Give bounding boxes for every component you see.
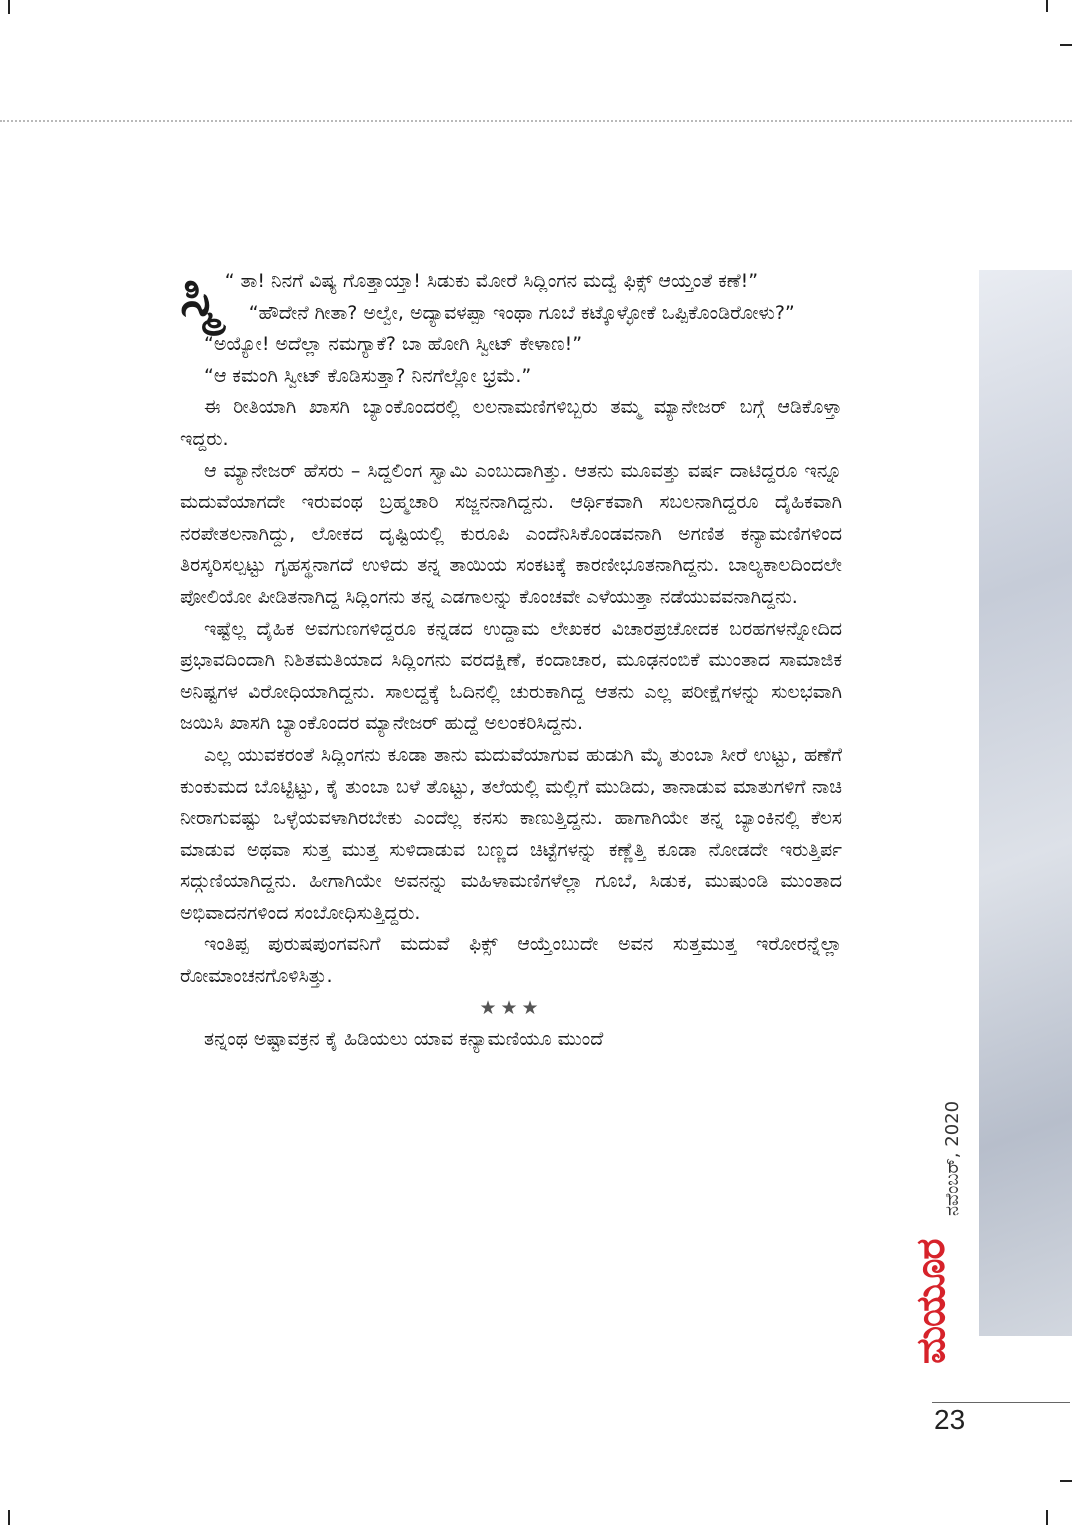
paragraph-9: ಇಂತಿಪ್ಪ ಪುರುಷಪುಂಗವನಿಗೆ ಮದುವೆ ಫಿಕ್ಸ್ ಆಯ್ತೆಂಬುದೇ ಅವನ ಸುತ್ತಮುತ್ತ ಇರೋರನ್ನೆಲ್ಲಾ ರೋಮಾಂಚನಗೊಳಿಸಿತ್ತು.	[180, 933, 842, 988]
paragraph-2: “ಹೌದೇನೆ ಗೀತಾ? ಅಲ್ವೇ, ಅದ್ಯಾವಳಪ್ಪಾ ಇಂಥಾ ಗೂಬೆ ಕಟ್ಕೊಳ್ಳೋಕೆ ಒಪ್ಪಿಕೊಂಡಿರೋಳು?”	[248, 301, 795, 324]
paragraph-7: ಇಷ್ಟೆಲ್ಲ ದೈಹಿಕ ಅವಗುಣಗಳಿದ್ದರೂ ಕನ್ನಡದ ಉದ್ದಾಮ ಲೇಖಕರ ವಿಚಾರಪ್ರಚೋದಕ ಬರಹಗಳನ್ನೋದಿದ ಪ್ರಭಾವದಿಂದಾಗಿ ನಿಶಿತಮತಿಯಾದ ಸಿದ್ಲಿಂಗನು ವರದಕ್ಷಿಣೆ, ಕಂದಾಚಾರ, ಮೂಢನಂಬಿಕೆ ಮುಂತಾದ ಸಾಮಾಜಿಕ ಅನಿಷ್ಟಗಳ ವಿರೋಧಿಯಾಗಿದ್ದನು. ಸಾಲದ್ದಕ್ಕೆ ಓದಿನಲ್ಲಿ ಚುರುಕಾಗಿದ್ದ ಆತನು ಎಲ್ಲ ಪರೀಕ್ಷೆಗಳನ್ನು ಸುಲಭವಾಗಿ ಜಯಿಸಿ ಖಾಸಗಿ ಬ್ಯಾಂಕೊಂದರ ಮ್ಯಾನೇಜರ್ ಹುದ್ದೆ ಅಲಂಕರಿಸಿದ್ದನು.	[180, 617, 842, 735]
article-body	[180, 261, 842, 1056]
paragraph-1: ಸ್ಮಿ “ ತಾ! ನಿನಗೆ ವಿಷ್ಯ ಗೊತ್ತಾಯ್ತಾ! ಸಿಡುಕು ಮೋರೆ ಸಿದ್ಲಿಂಗನ ಮದ್ವೆ ಫಿಕ್ಸ್ ಆಯ್ತಂತೆ ಕಣೆ!”	[180, 261, 759, 329]
paragraph-3: “ಅಯ್ಯೋ! ಅದೆಲ್ಲಾ ನಮಗ್ಯಾಕೆ? ಬಾ ಹೋಗಿ ಸ್ವೀಟ್ ಕೇಳಾಣ!”	[204, 333, 583, 356]
footer-rule	[932, 1402, 1070, 1403]
crop-mark-top-left	[8, 0, 10, 14]
issue-date: ನವೆಂಬರ್, 2020	[942, 1100, 963, 1216]
page-number: 23	[934, 1404, 966, 1435]
drop-cap: ಸ್ಮಿ	[180, 261, 219, 329]
dotted-divider	[0, 120, 1072, 122]
paragraph-6: ಆ ಮ್ಯಾನೇಜರ್ ಹೆಸರು – ಸಿದ್ದಲಿಂಗ ಸ್ವಾಮಿ ಎಂಬುದಾಗಿತ್ತು. ಆತನು ಮೂವತ್ತು ವರ್ಷ ದಾಟಿದ್ದರೂ ಇನ್ನೂ ಮದುವೆಯಾಗದೇ ಇರುವಂಥ ಬ್ರಹ್ಮಚಾರಿ ಸಜ್ಜನನಾಗಿದ್ದನು. ಆರ್ಥಿಕವಾಗಿ ಸಬಲನಾಗಿದ್ದರೂ ದೈಹಿಕವಾಗಿ ನರಪೇತಲನಾಗಿದ್ದು, ಲೋಕದ ದೃಷ್ಟಿಯಲ್ಲಿ ಕುರೂಪಿ ಎಂದೆನಿಸಿಕೊಂಡವನಾಗಿ ಅಗಣಿತ ಕನ್ಯಾಮಣಿಗಳಿಂದ ತಿರಸ್ಕರಿಸಲ್ಪಟ್ಟು ಗೃಹಸ್ಥನಾಗದೆ ಉಳಿದು ತನ್ನ ತಾಯಿಯ ಸಂಕಟಕ್ಕೆ ಕಾರಣೀಭೂತನಾಗಿದ್ದನು. ಬಾಲ್ಯಕಾಲದಿಂದಲೇ ಪೋಲಿಯೋ ಪೀಡಿತನಾಗಿದ್ದ ಸಿದ್ಲಿಂಗನು ತನ್ನ ಎಡಗಾಲನ್ನು ಕೊಂಚವೇ ಎಳೆಯುತ್ತಾ ನಡೆಯುವವನಾಗಿದ್ದನು.	[180, 459, 842, 608]
paragraph-5: ಈ ರೀತಿಯಾಗಿ ಖಾಸಗಿ ಬ್ಯಾಂಕೊಂದರಲ್ಲಿ ಲಲನಾಮಣಿಗಳಿಬ್ಬರು ತಮ್ಮ ಮ್ಯಾನೇಜರ್ ಬಗ್ಗೆ ಆಡಿಕೊಳ್ತಾ ಇದ್ದರು.	[180, 396, 842, 450]
crop-mark-right-upper	[1060, 44, 1072, 46]
paragraph-10: ತನ್ನಂಥ ಅಷ್ಟಾವಕ್ರನ ಕೈ ಹಿಡಿಯಲು ಯಾವ ಕನ್ಯಾಮಣಿಯೂ ಮುಂದೆ	[204, 1028, 604, 1051]
paragraph-4: “ಆ ಕಮಂಗಿ ಸ್ವೀಟ್ ಕೊಡಿಸುತ್ತಾ? ನಿನಗೆಲ್ಲೋ ಭ್ರಮೆ.”	[204, 364, 532, 387]
paragraph-8: ಎಲ್ಲ ಯುವಕರಂತೆ ಸಿದ್ಲಿಂಗನು ಕೂಡಾ ತಾನು ಮದುವೆಯಾಗುವ ಹುಡುಗಿ ಮೈ ತುಂಬಾ ಸೀರೆ ಉಟ್ಟು, ಹಣೆಗೆ ಕುಂಕುಮದ ಬೊಟ್ಟಿಟ್ಟು, ಕೈ ತುಂಬಾ ಬಳೆ ತೊಟ್ಟು, ತಲೆಯಲ್ಲಿ ಮಲ್ಲಿಗೆ ಮುಡಿದು, ತಾನಾಡುವ ಮಾತುಗಳಿಗೆ ನಾಚಿ ನೀರಾಗುವಷ್ಟು ಒಳ್ಳೆಯವಳಾಗಿರಬೇಕು ಎಂದೆಲ್ಲ ಕನಸು ಕಾಣುತ್ತಿದ್ದನು. ಹಾಗಾಗಿಯೇ ತನ್ನ ಬ್ಯಾಂಕಿನಲ್ಲಿ ಕೆಲಸ ಮಾಡುವ ಅಥವಾ ಸುತ್ತ ಮುತ್ತ ಸುಳಿದಾಡುವ ಬಣ್ಣದ ಚಿಟ್ಟೆಗಳನ್ನು ಕಣ್ಣೆತ್ತಿ ಕೂಡಾ ನೋಡದೇ ಇರುತ್ತಿರ್ಪ ಸದ್ಗುಣಿಯಾಗಿದ್ದನು. ಹೀಗಾಗಿಯೇ ಅವನನ್ನು ಮಹಿಳಾಮಣಿಗಳೆಲ್ಲಾ ಗೂಬೆ, ಸಿಡುಕ, ಮುಷುಂಡಿ ಮುಂತಾದ ಅಭಿವಾದನಗಳಿಂದ ಸಂಬೋಧಿಸುತ್ತಿದ್ದರು.	[180, 743, 842, 924]
side-decoration-panel	[979, 270, 1072, 1336]
section-separator: ★★★	[479, 996, 543, 1019]
crop-mark-right-lower	[1060, 1480, 1072, 1482]
magazine-logo: ಮಯೂರ	[908, 1239, 954, 1364]
crop-mark-bottom-right	[1046, 1510, 1048, 1525]
crop-mark-top-right	[1046, 0, 1048, 12]
crop-mark-bottom-left	[8, 1510, 10, 1525]
